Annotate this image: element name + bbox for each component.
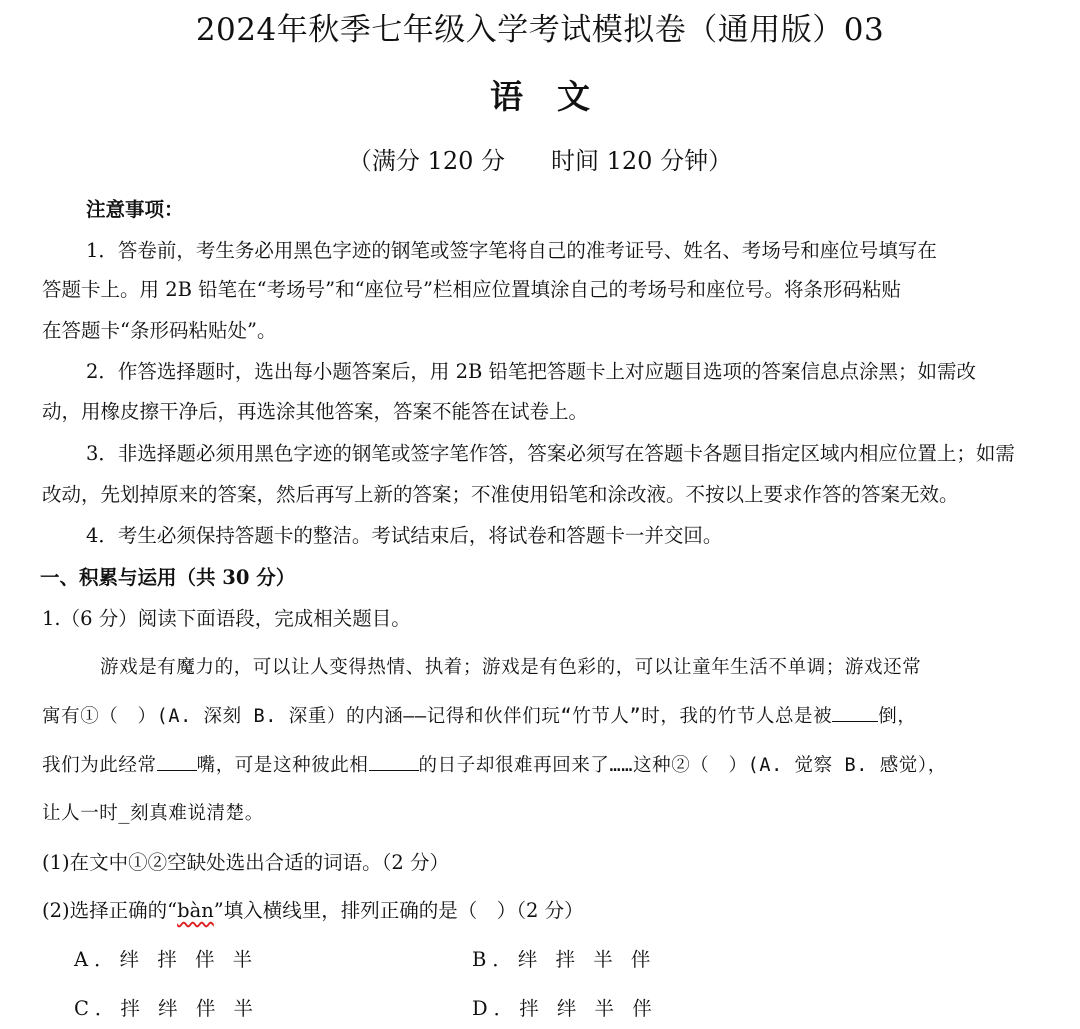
passage-line-2-text: 寓有①（ ）(A. 深刻 B. 深重）的内涵——记得和伙伴们玩“竹节人”时，我的竹节人总是被 — [42, 706, 833, 727]
blank-2[interactable] — [157, 752, 197, 771]
notice-item-1-line-2: 答题卡上。用 2B 铅笔在“考场号”和“座位号”栏相应位置填涂自己的考场号和座位号。将条形码粘贴 — [42, 278, 902, 301]
notice-heading: 注意事项： — [86, 198, 184, 221]
question-1-stem: 1.（6 分）阅读下面语段，完成相关题目。 — [42, 607, 411, 630]
notice-item-3-line-2: 改动，先划掉原来的答案，然后再写上新的答案；不准使用铅笔和涂改液。不按以上要求作答的答案无效。 — [42, 483, 959, 506]
passage-line-3 — [42, 746, 947, 786]
section-1-heading: 一、积累与运用（共 30 分） — [40, 566, 296, 589]
sub-question-2-a: (2)选择正确的“ — [42, 899, 178, 922]
exam-title: 2024年秋季七年级入学考试模拟卷（通用版）03 — [195, 12, 885, 48]
notice-item-2-line-1: 2．作答选择题时，选出每小题答案后，用 2B 铅笔把答题卡上对应题目选项的答案信息点涂黑；如需改 — [86, 360, 977, 383]
notice-item-4-line-1: 4．考生必须保持答题卡的整洁。考试结束后，将试卷和答题卡一并交回。 — [86, 524, 723, 547]
exam-meta — [0, 142, 1080, 180]
subject-title: 语文 — [490, 77, 624, 116]
option-a[interactable]: A．绊 拌 伴 半 — [74, 948, 259, 971]
exam-time: 时间 120 分钟） — [551, 147, 733, 175]
option-b[interactable]: B．绊 拌 半 伴 — [472, 948, 657, 971]
notice-item-3-line-1: 3．非选择题必须用黑色字迹的钢笔或签字笔作答，答案必须写在答题卡各题目指定区域内相应位置上；如需 — [86, 442, 1015, 465]
blank-3[interactable] — [369, 752, 419, 771]
sub-question-1: (1)在文中①②空缺处选出合适的词语。（2 分） — [42, 851, 449, 874]
passage-line-3-b: 嘴，可是这种彼此相 — [196, 755, 369, 776]
notice-item-1-line-3: 在答题卡“条形码粘贴处”。 — [42, 319, 277, 342]
passage-line-3-a: 我们为此经常 — [42, 755, 157, 776]
passage-line-4: 让人一时_刻真难说清楚。 — [42, 803, 264, 824]
passage-line-2 — [42, 697, 916, 737]
option-d[interactable]: D．拌 绊 半 伴 — [472, 997, 658, 1020]
option-c[interactable]: C．拌 绊 伴 半 — [74, 997, 260, 1020]
notice-item-2-line-2: 动，用橡皮擦干净后，再选涂其他答案，答案不能答在试卷上。 — [42, 400, 589, 423]
passage-line-3-c: 的日子却很难再回来了……这种②（ ）(A. 觉察 B. 感觉）， — [418, 755, 947, 776]
passage-line-2-end: 倒， — [878, 706, 917, 727]
passage-line-1: 游戏是有魔力的，可以让人变得热情、执着；游戏是有色彩的，可以让童年生活不单调；游戏还常 — [100, 657, 922, 678]
full-score: （满分 120 分 — [347, 147, 505, 175]
pinyin-ban: bàn — [177, 899, 214, 922]
blank-1[interactable] — [832, 703, 878, 722]
sub-question-2 — [42, 891, 584, 931]
notice-item-1-line-1: 1．答卷前，考生务必用黑色字迹的钢笔或签字笔将自己的准考证号、姓名、考场号和座位号填写在 — [86, 239, 937, 262]
sub-question-2-b: ”填入横线里，排列正确的是（ ）（2 分） — [213, 899, 584, 922]
